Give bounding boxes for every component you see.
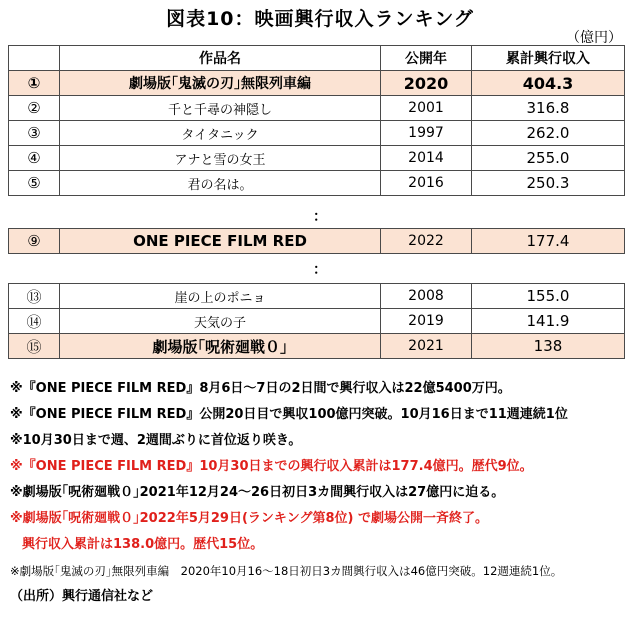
ellipsis-mark: ： [313,262,327,278]
table-row [9,71,625,96]
year-cell: 2020 [381,71,472,96]
year-cell: 2022 [381,229,472,254]
header-revenue: 累計興行収入 [472,46,625,71]
title-cell: タイタニック [60,121,381,146]
year-cell: 2008 [381,284,472,309]
rank-cell: ⑭ [9,309,60,334]
revenue-cell: 316.8 [472,96,625,121]
table-header-row [9,46,625,71]
revenue-cell: 404.3 [472,71,625,96]
note-line: ※『ONE PIECE FILM RED』公開20日目で興収100億円突破。10月16日まで11週連続1位 [10,407,568,422]
year-cell: 2014 [381,146,472,171]
note-line: ※劇場版｢呪術廻戦０｣2021年12月24～26日初日3カ間興行収入は27億円に迫る。 [10,485,505,500]
note-line: ※10月30日まで週、2週間ぶりに首位返り咲き。 [10,433,302,448]
table-row [9,171,625,196]
rank-cell: ⑨ [9,229,60,254]
title-cell: 千と千尋の神隠し [60,96,381,121]
revenue-cell: 141.9 [472,309,625,334]
title-cell: 君の名は。 [60,171,381,196]
rank-cell: ④ [9,146,60,171]
revenue-cell: 177.4 [472,229,625,254]
revenue-cell: 255.0 [472,146,625,171]
table-row [9,146,625,171]
revenue-cell: 155.0 [472,284,625,309]
title-cell: 崖の上のポニョ [60,284,381,309]
revenue-cell: 138 [472,334,625,359]
revenue-cell: 250.3 [472,171,625,196]
year-cell: 1997 [381,121,472,146]
page-title: 図表10：映画興行収入ランキング [166,8,474,30]
table-row [9,309,625,334]
note-line: ※『ONE PIECE FILM RED』8月6日～7日の2日間で興行収入は22億5400万円。 [10,381,511,396]
ranking-table-bottom [8,283,625,359]
year-cell: 2001 [381,96,472,121]
source-line: （出所）興行通信社など [10,589,154,604]
header-year: 公開年 [381,46,472,71]
title-cell: アナと雪の女王 [60,146,381,171]
table-row [9,334,625,359]
title-cell: 劇場版｢呪術廻戦０｣ [60,334,381,359]
revenue-cell: 262.0 [472,121,625,146]
note-line-highlight: ※『ONE PIECE FILM RED』10月30日までの興行収入累計は177.4億円。歴代9位。 [10,459,533,474]
ranking-table-top [8,45,625,196]
title-cell: 劇場版｢鬼滅の刃｣無限列車編 [60,71,381,96]
header-title: 作品名 [60,46,381,71]
rank-cell: ⑤ [9,171,60,196]
rank-cell: ③ [9,121,60,146]
ranking-table-middle [8,228,625,254]
header-rank [9,46,60,71]
table-row [9,96,625,121]
notes-section [10,376,634,610]
rank-cell: ⑮ [9,334,60,359]
note-line-highlight: ※劇場版｢呪術廻戦０｣2022年5月29日(ランキング第8位) で劇場公開一斉終了。 [10,511,489,526]
rank-cell: ① [9,71,60,96]
year-cell: 2016 [381,171,472,196]
ellipsis-mark: ： [313,209,327,225]
rank-cell: ② [9,96,60,121]
table-row [9,229,625,254]
note-line-highlight: 興行収入累計は138.0億円。歴代15位。 [22,537,264,552]
year-cell: 2021 [381,334,472,359]
unit-label: （億円） [566,30,622,46]
title-cell: ONE PIECE FILM RED [60,229,381,254]
table-row [9,121,625,146]
note-line: ※劇場版｢鬼滅の刃｣無限列車編 2020年10月16～18日初日3カ間興行収入は46億円突破。12週連続1位。 [10,564,563,578]
table-row [9,284,625,309]
year-cell: 2019 [381,309,472,334]
rank-cell: ⑬ [9,284,60,309]
title-cell: 天気の子 [60,309,381,334]
